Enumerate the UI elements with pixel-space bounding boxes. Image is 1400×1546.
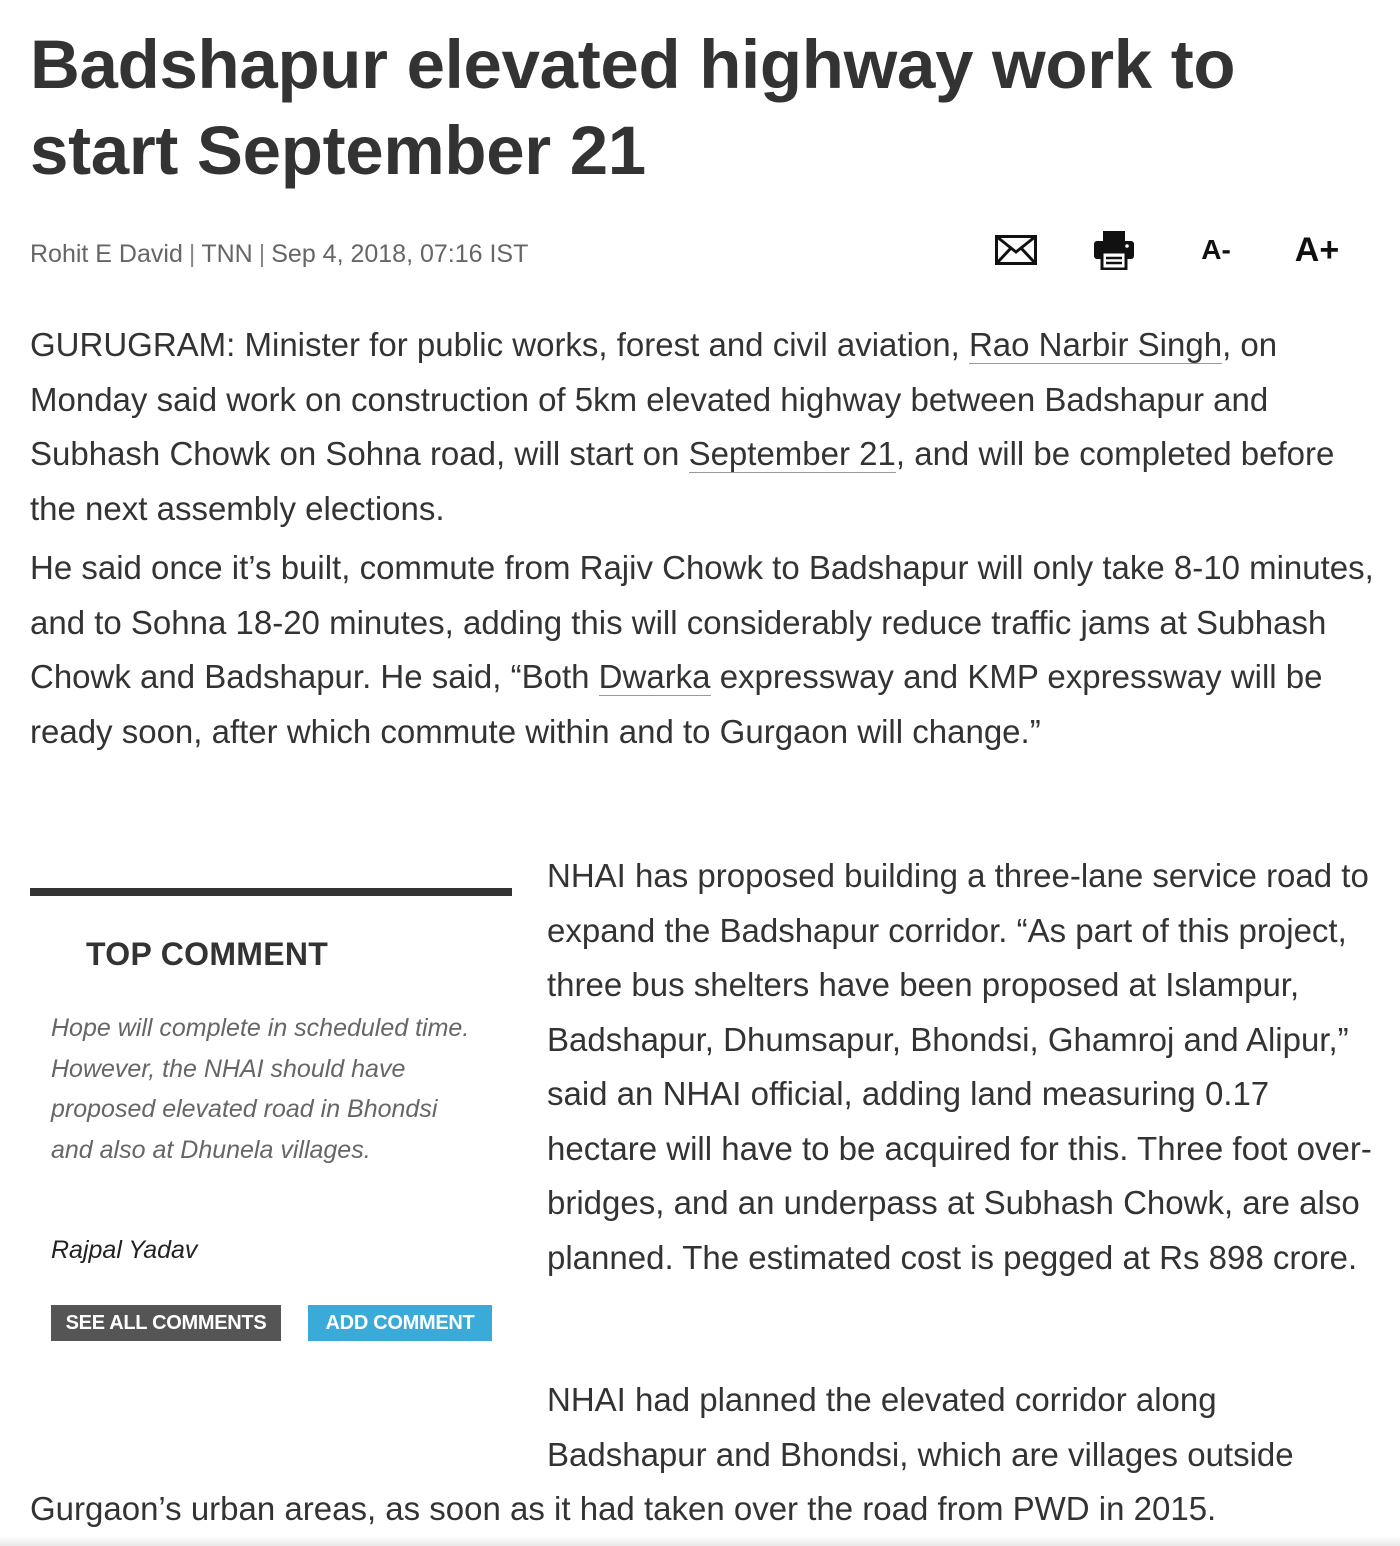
add-comment-button[interactable]: ADD COMMENT	[308, 1305, 492, 1341]
paragraph-text: expressway and KMP expressway will be ready soon, after which commute within and to Gurgaon will change.”	[30, 658, 1323, 750]
top-comment-divider	[30, 888, 512, 896]
paragraph-4: NHAI had planned the elevated corridor along Badshapur and Bhondsi, which are villages outside	[547, 1381, 1294, 1473]
source-name: TNN	[201, 240, 253, 268]
print-button[interactable]	[1092, 228, 1136, 272]
mail-icon	[995, 235, 1037, 265]
see-all-comments-button[interactable]: SEE ALL COMMENTS	[51, 1305, 281, 1341]
paragraph-text: He said once it’s built, commute from Rajiv Chowk to Badshapur will only take 8-10 minutes, and to Sohna 18-20 minutes, adding this will considerably reduce traffic jams at Subhash Chowk and Badshapur. He said, “Both	[30, 549, 1374, 695]
publish-date: Sep 4, 2018, 07:16 IST	[271, 240, 529, 268]
print-icon	[1093, 230, 1135, 270]
article-tools	[994, 228, 1374, 272]
author-name: Rohit E David	[30, 240, 183, 268]
top-comment-heading: TOP COMMENT	[86, 936, 329, 972]
headline: Badshapur elevated highway work to start September 21	[30, 26, 1236, 189]
paragraph-4-continued: Gurgaon’s urban areas, as soon as it had taken over the road from PWD in 2015.	[30, 1490, 1217, 1527]
top-comment-author: Rajpal Yadav	[51, 1236, 198, 1264]
top-comment-text: Hope will complete in scheduled time. However, the NHAI should have proposed elevated road in Bhondsi and also at Dhunela villages.	[51, 1014, 470, 1164]
byline	[30, 238, 528, 270]
page-bottom-edge	[0, 1536, 1400, 1546]
paragraph-1	[30, 318, 1370, 536]
link-rao-narbir-singh[interactable]: Rao Narbir Singh	[968, 326, 1223, 363]
paragraph-3: NHAI has proposed building a three-lane service road to expand the Badshapur corridor. “As part of this project, three bus shelters have been proposed at Islampur, Badshapur, Dhumsapur, Bhondsi, Ghamroj and Alipur,” said an NHAI official, adding land measuring 0.17 hectare will have to be acquired for this. Three foot over-bridges, and an underpass at Subhash Chowk, are also planned. The estimated cost is pegged at Rs 898 crore.	[547, 857, 1372, 1276]
mail-button[interactable]	[994, 228, 1038, 272]
font-increase-button[interactable]: A+	[1294, 230, 1340, 269]
paragraph-2	[30, 541, 1375, 759]
paragraph-text: GURUGRAM: Minister for public works, forest and civil aviation,	[30, 326, 969, 363]
link-september-21[interactable]: September 21	[688, 435, 896, 472]
paragraph-text: , on Monday said work on construction of 5km elevated highway between Badshapur and Subhash Chowk on Sohna road, will start on	[30, 326, 1278, 472]
font-decrease-button[interactable]: A-	[1201, 234, 1231, 265]
link-dwarka[interactable]: Dwarka	[598, 658, 711, 695]
byline-separator: |	[188, 240, 196, 268]
top-comment-box	[30, 888, 512, 1358]
paragraph-text: , and will be completed before the next assembly elections.	[30, 435, 1335, 527]
byline-separator: |	[258, 240, 266, 268]
